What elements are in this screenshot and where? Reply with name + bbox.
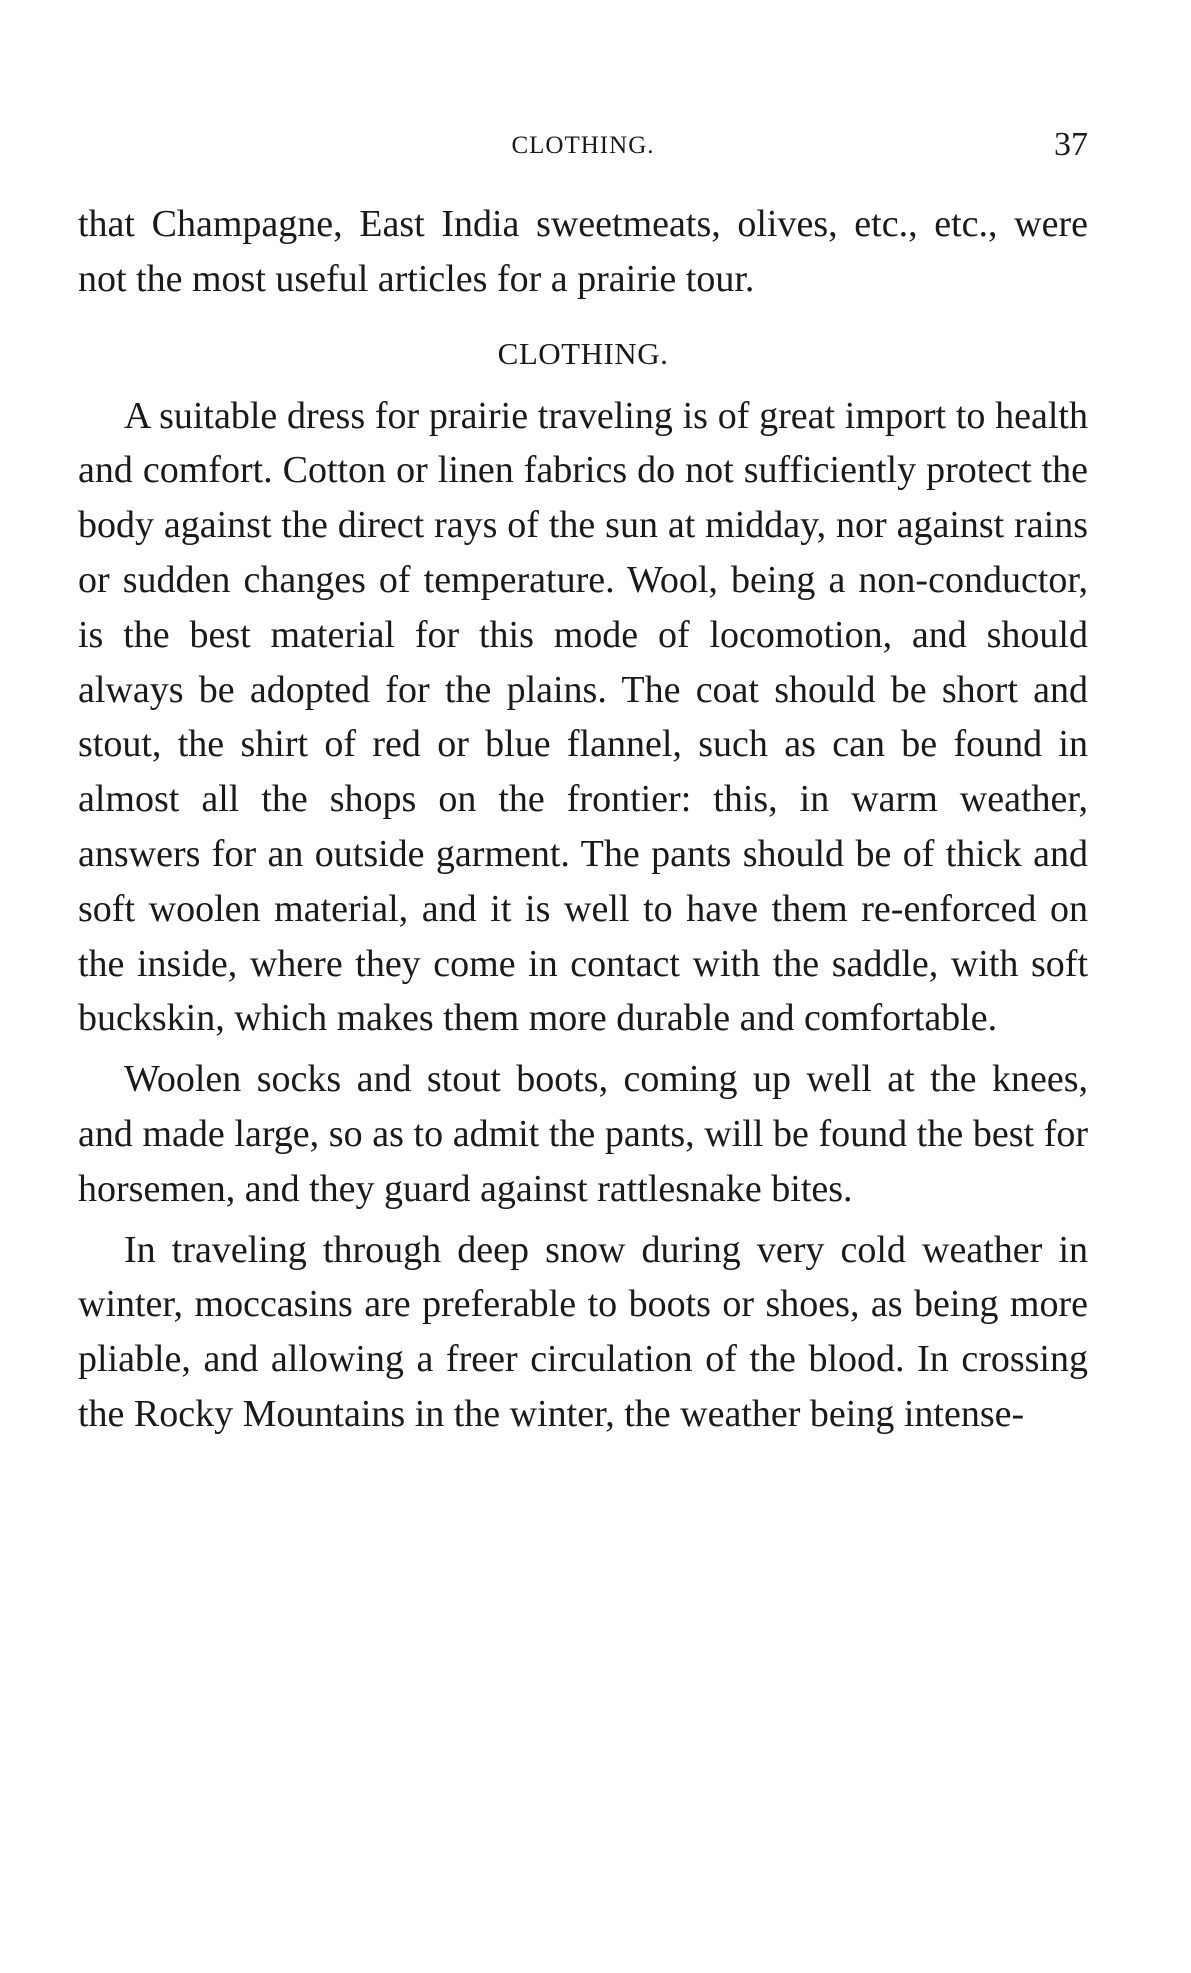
paragraph-dress: A suitable dress for prairie traveling is of great import to health and comfort. Cotton or linen fabrics do not sufficiently protect the body against the direct rays of the sun at midday, nor against rains or sudden changes of temperature. Wool, being a non-conductor, is the best material for this mode of locomotion, and should always be adopted for the plains. The coat should be short and stout, the shirt of red or blue flannel, such as can be found in almost all the shops on the frontier: this, in warm weather, answers for an outside garment. The pants should be of thick and soft woolen material, and it is well to have them re-enforced on the inside, where they come in contact with the saddle, with soft buckskin, which makes them more durable and comfortable. [78,394,1088,1040]
running-head [78,126,1088,166]
continuation-paragraph: that Champagne, East India sweetmeats, olives, etc., etc., were not the most useful articles for a prairie tour. [78,203,1088,300]
paragraph-moccasins: In traveling through deep snow during very cold weather in winter, moccasins are preferable to boots or shoes, as being more pliable, and allowing a freer circulation of the blood. In crossing the Rocky Mountains in the winter, the weather being intense- [78,1228,1088,1435]
paragraph-socks-boots: Woolen socks and stout boots, coming up well at the knees, and made large, so as to admit the pants, will be found the best for horsemen, and they guard against rattlesnake bites. [78,1058,1088,1210]
page-number: 37 [1054,126,1088,163]
section-heading: CLOTHING. [497,335,669,371]
running-title: CLOTHING. [511,132,655,159]
body-text [78,197,1088,1442]
